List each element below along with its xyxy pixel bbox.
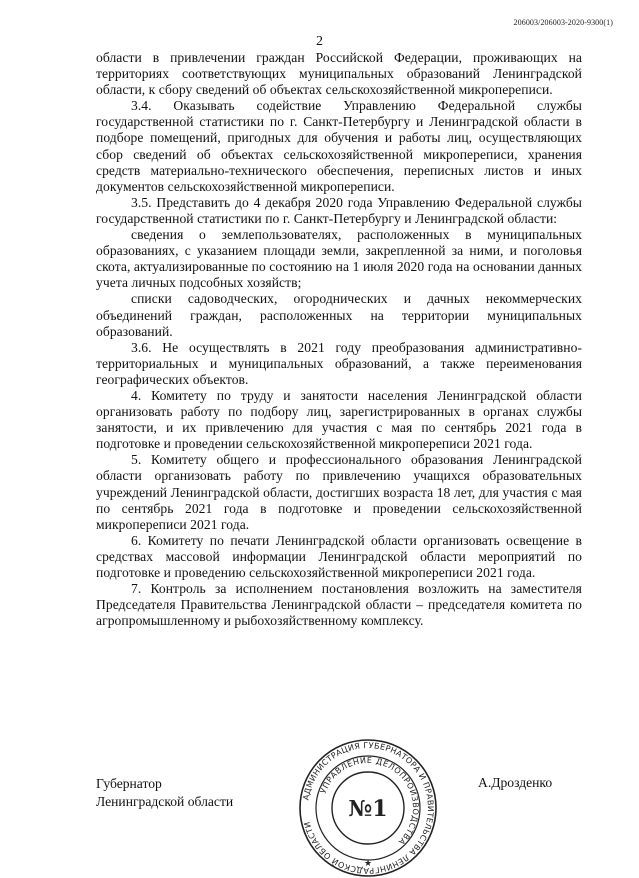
seal-star: ★ [363, 859, 373, 869]
paragraph: 7. Контроль за исполнением постановления возложить на заместителя Председателя Правительства Ленинградской области – председателя комитета по агропромышленному и рыбохозяйственному комплексу. [96, 581, 582, 629]
paragraph: 3.5. Представить до 4 декабря 2020 года Управлению Федеральной службы государственной статистики по г. Санкт-Петербургу и Ленинградской области: [96, 194, 582, 226]
seal-outer-text: АДМИНИСТРАЦИЯ ГУБЕРНАТОРА И ПРАВИТЕЛЬСТВА ЛЕНИНГРАДСКОЙ ОБЛАСТИ [301, 740, 436, 876]
paragraph: сведения о землепользователях, расположенных в муниципальных образованиях, с указанием площади земли, закрепленной за ними, и поголовья скота, актуализированные по состоянию на 1 июля 2020 года на основании данных учета личных подсобных хозяйств; [96, 227, 582, 291]
signature-title-line: Губернатор [96, 776, 162, 791]
paragraph: 6. Комитету по печати Ленинградской области организовать освещение в средствах массовой информации Ленинградской области мероприятий по подготовке и проведению сельскохозяйственной микропереписи 2021 года. [96, 532, 582, 580]
signature-title [96, 775, 233, 811]
paragraph: 5. Комитету общего и профессионального образования Ленинградской области организовать работу по привлечению учащихся образовательных учреждений Ленинградской области, достигших возраста 18 лет, для участия с мая по сентябрь 2021 года в подготовке и проведении сельскохозяйственной микропереписи 2021 года. [96, 452, 582, 532]
paragraph: области в привлечении граждан Российской Федерации, проживающих на территориях соответствующих муниципальных образований Ленинградской области, к сбору сведений об объектах сельскохозяйственной микропереписи. [96, 50, 582, 98]
signature-title-line: Ленинградской области [96, 794, 234, 809]
paragraph: списки садоводческих, огороднических и дачных некоммерческих объединений граждан, расположенных на территории муниципальных образований. [96, 291, 582, 339]
doc-id: 206003/206003-2020-9300(1) [513, 18, 613, 27]
seal-inner-text: УПРАВЛЕНИЕ ДЕЛОПРОИЗВОДСТВА [318, 755, 421, 847]
seal-number: №1 [348, 796, 388, 822]
signatory-name: А.Дрозденко [478, 775, 553, 790]
document-body [96, 50, 582, 629]
paragraph: 3.4. Оказывать содействие Управлению Федеральной службы государственной статистики по г. Санкт-Петербургу и Ленинградской области в подборе помещений, пригодных для обучения и работы лиц, осуществляющих сбор сведений об объектах сельскохозяйственной микропереписи, хранения средств материально-технического обеспечения, переписных листов и иных документов сельскохозяйственной микропереписи. [96, 98, 582, 194]
paragraph: 3.6. Не осуществлять в 2021 году преобразования административно-территориальных и муниципальных образований, а также переименования географических объектов. [96, 339, 582, 387]
page-number: 2 [316, 34, 323, 49]
paragraph: 4. Комитету по труду и занятости населения Ленинградской области организовать работу по подбору лиц, зарегистрированных в органах службы занятости, и их привлечению для участия с мая по сентябрь 2021 года в подготовке и проведении сельскохозяйственной микропереписи 2021 года. [96, 387, 582, 452]
official-seal [298, 738, 438, 878]
